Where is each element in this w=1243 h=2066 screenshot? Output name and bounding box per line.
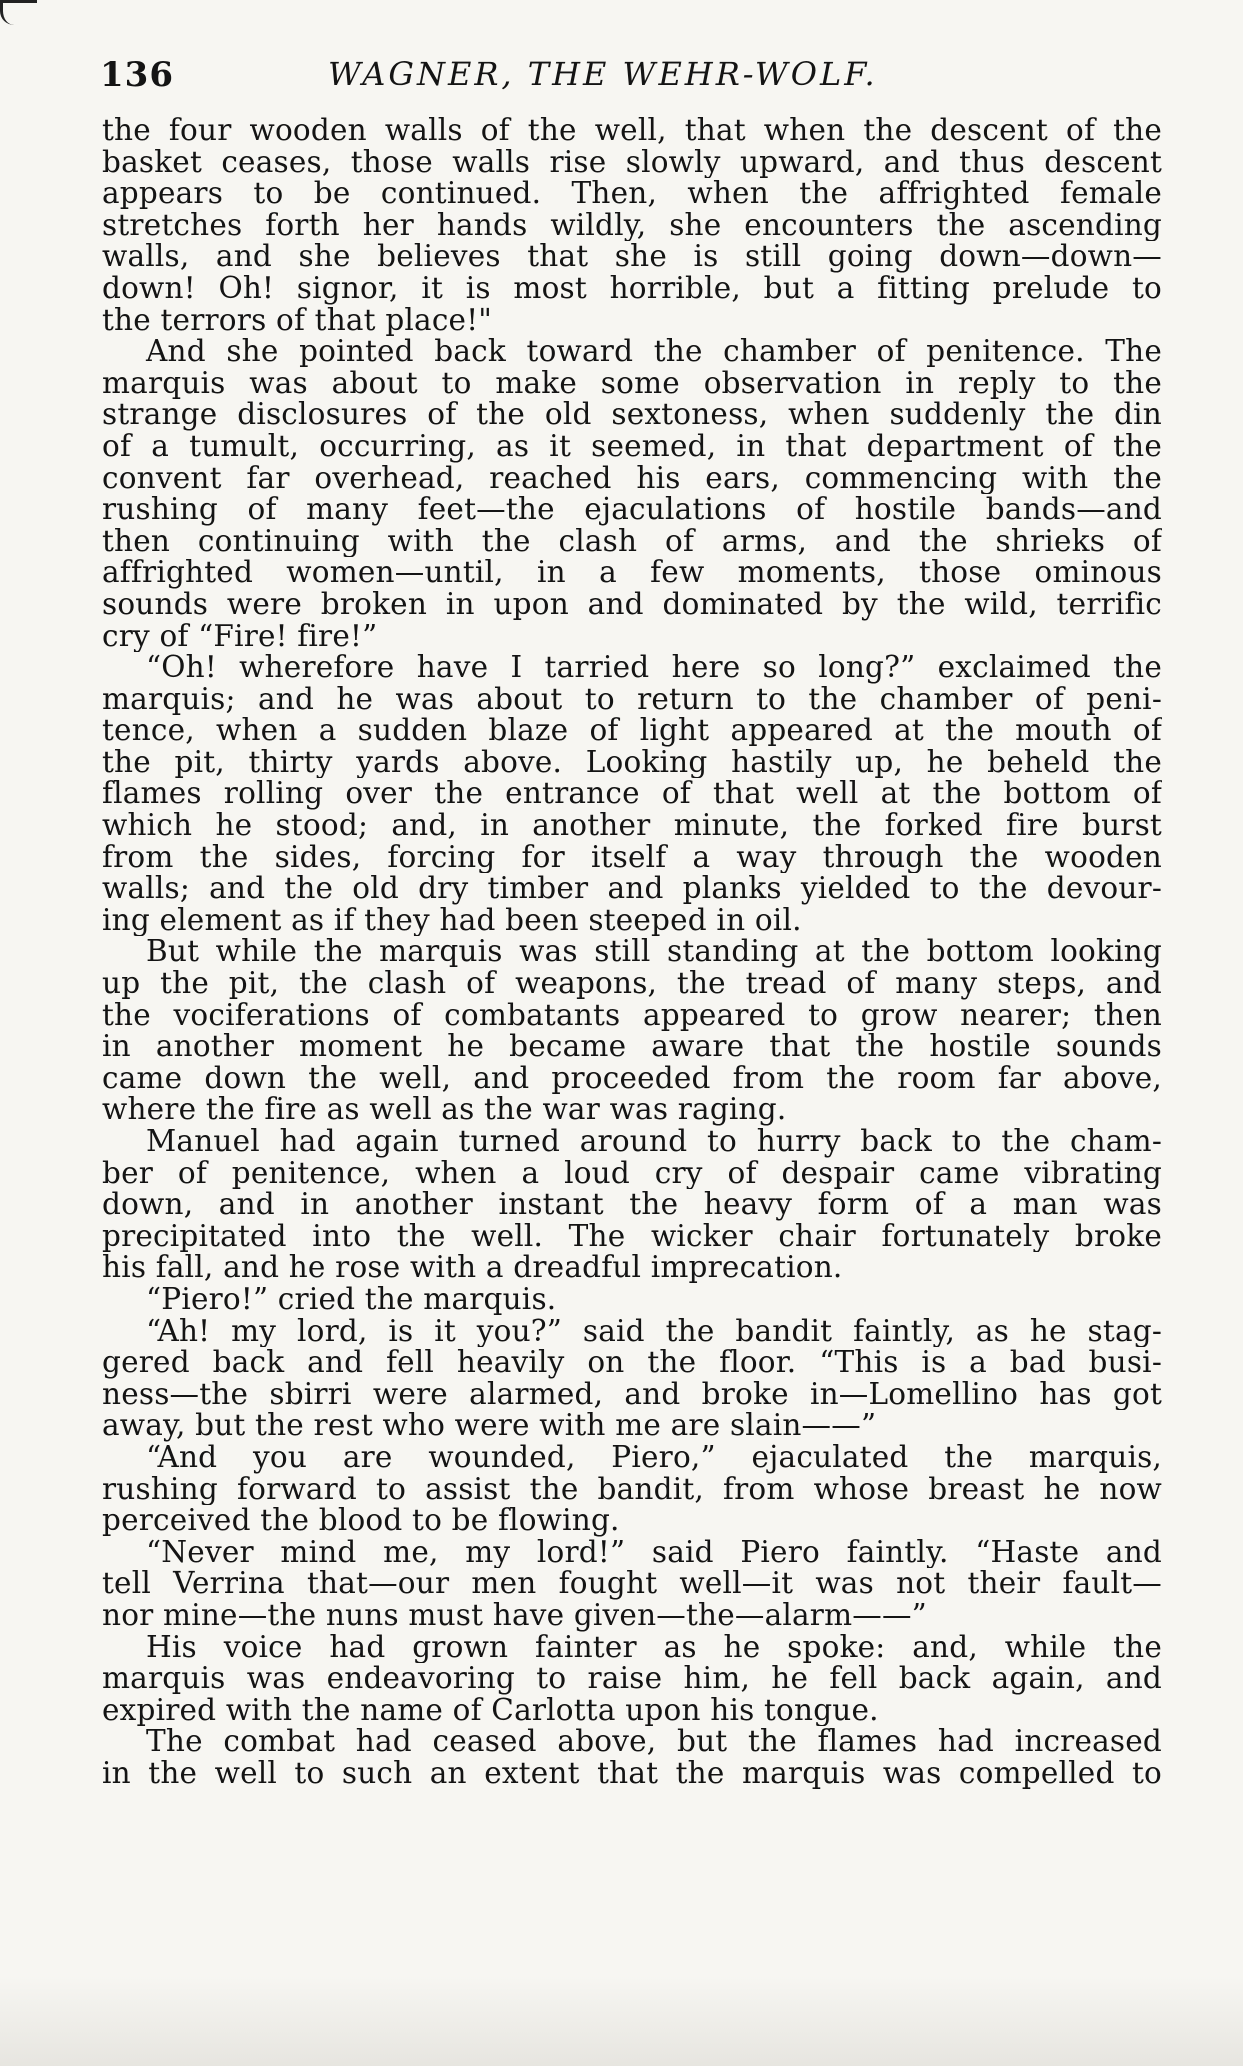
text-line: down, and in another instant the heavy form of a man was: [102, 1189, 1162, 1221]
text-line: tell Verrina that—our men fought well—it was not their fault—: [102, 1568, 1162, 1600]
text-line: ness—the sbirri were alarmed, and broke in—Lomellino has got: [102, 1378, 1162, 1411]
text-line: ber of penitence, when a loud cry of despair came vibrating: [102, 1157, 1162, 1190]
text-line: away, but the rest who were with me are slain——”: [102, 1410, 877, 1442]
text-line: rushing of many feet—the ejaculations of hostile bands—and: [102, 494, 1162, 526]
text-line: his fall, and he rose with a dreadful imprecation.: [102, 1252, 843, 1284]
text-line: But while the marquis was still standing at the bottom looking: [146, 936, 1162, 969]
text-line: where the fire as well as the war was raging.: [102, 1094, 787, 1126]
text-line: And she pointed back toward the chamber of penitence. The: [146, 336, 1162, 368]
text-line: perceived the blood to be flowing.: [102, 1505, 620, 1537]
text-line: affrighted women—until, in a few moments, those ominous: [102, 557, 1162, 589]
text-line: basket ceases, those walls rise slowly upward, and thus descent: [102, 146, 1162, 179]
text-line: marquis was about to make some observation in reply to the: [102, 367, 1162, 400]
text-line: marquis; and he was about to return to the chamber of peni-: [102, 683, 1162, 716]
page-header: [100, 55, 1160, 105]
text-line: gered back and fell heavily on the floor. “This is a bad busi-: [102, 1347, 1162, 1379]
text-line: His voice had grown fainter as he spoke: and, while the: [146, 1631, 1162, 1664]
running-title: WAGNER, THE WEHR-WOLF.: [328, 55, 878, 93]
text-line: “And you are wounded, Piero,” ejaculated the marquis,: [146, 1441, 1162, 1474]
text-line: up the pit, the clash of weapons, the tread of many steps, and: [102, 968, 1162, 1000]
text-line: nor mine—the nuns must have given—the—alarm——”: [102, 1599, 927, 1632]
text-line: The combat had ceased above, but the flames had increased: [146, 1726, 1162, 1758]
text-line: marquis was endeavoring to raise him, he fell back again, and: [102, 1663, 1162, 1695]
text-line: then continuing with the clash of arms, and the shrieks of: [102, 525, 1162, 558]
text-line: cry of “Fire! fire!”: [102, 620, 378, 653]
text-line: in the well to such an extent that the marquis was compelled to: [102, 1757, 1162, 1790]
text-line: in another moment he became aware that the hostile sounds: [102, 1031, 1162, 1063]
page-number: 136: [100, 55, 174, 95]
text-line: flames rolling over the entrance of that well at the bottom of: [102, 778, 1162, 811]
text-line: precipitated into the well. The wicker chair fortunately broke: [102, 1220, 1162, 1253]
text-line: “Piero!” cried the marquis.: [146, 1283, 557, 1316]
text-line: “Ah! my lord, is it you?” said the bandit faintly, as he stag-: [146, 1315, 1162, 1348]
text-line: ing element as if they had been steeped in oil.: [102, 904, 802, 937]
text-line: walls, and she believes that she is still going down—down—: [102, 241, 1162, 273]
text-line: which he stood; and, in another minute, the forked fire burst: [102, 810, 1162, 842]
text-line: the terrors of that place!": [102, 304, 493, 337]
text-line: convent far overhead, reached his ears, commencing with the: [102, 462, 1162, 495]
text-line: Manuel had again turned around to hurry back to the cham-: [146, 1126, 1162, 1158]
body-text: [102, 115, 1162, 1789]
text-line: came down the well, and proceeded from the room far above,: [102, 1062, 1162, 1095]
text-line: rushing forward to assist the bandit, from whose breast he now: [102, 1473, 1162, 1506]
text-line: appears to be continued. Then, when the affrighted female: [102, 178, 1162, 210]
text-line: expired with the name of Carlotta upon his tongue.: [102, 1694, 879, 1727]
text-line: strange disclosures of the old sextoness, when suddenly the din: [102, 399, 1162, 431]
page-edge-wear: [0, 1976, 1243, 2066]
text-line: of a tumult, occurring, as it seemed, in that department of the: [102, 430, 1162, 463]
text-line: tence, when a sudden blaze of light appeared at the mouth of: [102, 715, 1162, 747]
text-line: down! Oh! signor, it is most horrible, but a fitting prelude to: [102, 272, 1162, 305]
text-line: walls; and the old dry timber and planks yielded to the devour-: [102, 873, 1162, 905]
text-line: the pit, thirty yards above. Looking hastily up, he beheld the: [102, 746, 1162, 779]
text-line: the four wooden walls of the well, that when the descent of the: [102, 115, 1162, 147]
text-line: stretches forth her hands wildly, she encounters the ascending: [102, 209, 1162, 242]
scan-corner-mark: [0, 0, 37, 25]
text-line: from the sides, forcing for itself a way through the wooden: [102, 841, 1162, 874]
text-line: the vociferations of combatants appeared to grow nearer; then: [102, 999, 1162, 1032]
text-line: “Oh! wherefore have I tarried here so long?” exclaimed the: [146, 652, 1162, 684]
text-line: sounds were broken in upon and dominated by the wild, terrific: [102, 588, 1162, 621]
text-line: “Never mind me, my lord!” said Piero faintly. “Haste and: [146, 1536, 1162, 1569]
